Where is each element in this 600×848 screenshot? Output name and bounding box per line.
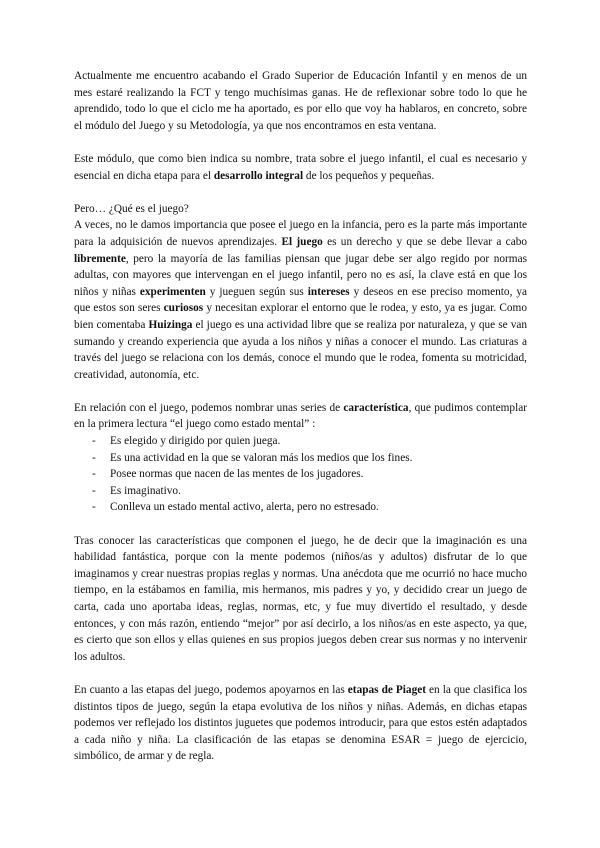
text-run: y jueguen según sus (205, 285, 308, 298)
text-run: es un derecho y que se debe llevar a cabo (322, 235, 528, 248)
text-run: A veces, no le damos importancia que posee el juego en la infancia, pero es la parte más importante para la adquisición de nuevos aprendizajes. (74, 219, 527, 248)
paragraph-what-is-play (74, 217, 527, 383)
text-run: en la que clasifica los distintos tipos de juego, según la etapa evolutiva de los niños y niñas. Además, en dichas etapas podemos ver reflejado los distintos juguetes que podemos introducir, para que estos estén adaptados a cada niño y niña. La clasificación de las etapas se denomina ESAR = juego de ejercicio, simbólico, de armar y de regla. (74, 683, 528, 763)
bold-term: característica (343, 401, 409, 414)
list-item-text: Posee normas que nacen de las mentes de los jugadores. (110, 468, 364, 481)
dash-bullet: - (92, 435, 96, 448)
text-run: Este módulo, que como bien indica su nombre, trata sobre el juego infantil, el cual es necesario y esencial en dicha etapa para el (74, 152, 527, 182)
paragraph-imagination: Tras conocer las características que componen el juego, he de decir que la imaginación es una habilidad fantástica, porque con la mente podemos (niños/as y adultos) disfrutar de lo que imaginamos y crear nuestras propias reglas y normas. Una anécdota que me ocurrió no hace mucho tiempo, en la estábamos en familia, mis hermanos, mis padres y yo, y decidido crear un juego de carta, cada uno aportaba ideas, reglas, normas, etc, y fue muy divertido el resultado, y desde entonces, y con más razón, entiendo “mejor” por así decirlo, a los niños/as en este aspecto, ya que, es cierto que son ellos y ellas quienes en sus propios juegos deben crear sus normas y no intervenir los adultos. (74, 534, 527, 663)
list-item-text: Es una actividad en la que se valoran más los medios que los fines. (110, 451, 413, 464)
text-run: En relación con el juego, podemos nombrar unas series de (74, 401, 344, 414)
paragraph-intro: Actualmente me encuentro acabando el Grado Superior de Educación Infantil y en menos de un mes estaré realizando la FCT y tengo muchísimas ganas. He de reflexionar sobre todo lo que he aprendido, todo lo que el ciclo me ha aportado, es por ello que voy ha hablaros, en concreto, sobre el módulo del Juego y su Metodología, ya que nos encontramos en esta ventana. (74, 70, 527, 132)
text-run: de los pequeños y pequeñas. (303, 169, 435, 182)
bold-term: libremente (74, 252, 126, 265)
list-item-text: Es imaginativo. (110, 484, 181, 497)
list-item-text: Conlleva un estado mental activo, alerta, pero no estresado. (110, 501, 379, 514)
list-item (92, 433, 527, 450)
text-run: y deseos en ese preciso momento, ya que estos son seres (74, 285, 528, 315)
question-line: Pero… ¿Qué es el juego? (74, 202, 189, 215)
bold-term: Huizinga (148, 318, 193, 331)
bold-term: experimenten (139, 285, 206, 298)
characteristics-list (74, 433, 527, 516)
dash-bullet: - (92, 468, 96, 481)
paragraph-gap (74, 383, 527, 400)
text-run: , que pudimos contemplar en la primera lectura “el juego como estado mental” : (74, 401, 527, 431)
list-item (92, 499, 527, 516)
bold-term: intereses (307, 285, 350, 298)
list-item (92, 466, 527, 483)
bold-term: etapas de Piaget (347, 683, 426, 696)
document-page (74, 68, 527, 765)
text-run: En cuanto a las etapas del juego, podemos apoyarnos en las (74, 683, 348, 696)
text-run: el juego es una actividad libre que se realiza por naturaleza, y que se van sumando y creando experiencia que ayuda a los niños y niñas a conocer el mundo. Las criaturas a través del juego se relaciona con los demás, conoce el mundo que le rodea, fomenta su motricidad, creatividad, autonomía, etc. (74, 318, 528, 381)
paragraph-gap (74, 665, 527, 682)
paragraph-stages (74, 682, 527, 765)
paragraph-gap (74, 134, 527, 151)
text-run: y necesitan explorar el entorno que le rodea, y esto, ya es jugar. Como bien comentaba (74, 302, 527, 331)
list-item (92, 450, 527, 467)
dash-bullet: - (92, 501, 96, 514)
paragraph-gap (74, 516, 527, 533)
text-run: , pero la mayoría de las familias piensan que jugar debe ser algo regido por normas adultas, con mayores que intervengan en el juego infantil, pero no es así, la clave está en que los niños y niñas (74, 252, 527, 298)
paragraph-gap (74, 184, 527, 201)
bold-term: desarrollo integral (213, 169, 304, 182)
paragraph-module (74, 151, 527, 184)
list-item-text: Es elegido y dirigido por quien juega. (110, 435, 281, 448)
dash-bullet: - (92, 451, 96, 464)
dash-bullet: - (92, 484, 96, 497)
paragraph-characteristics (74, 400, 527, 433)
list-item (92, 483, 527, 500)
bold-term: curiosos (163, 302, 204, 315)
bold-term: El juego (281, 235, 323, 248)
